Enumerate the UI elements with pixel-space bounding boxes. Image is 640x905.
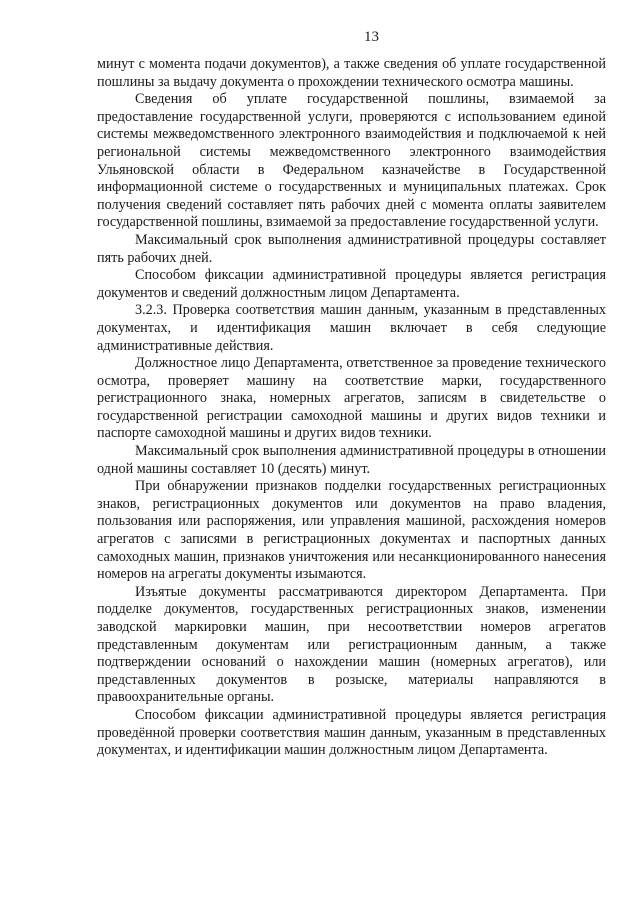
paragraph: 3.2.3. Проверка соответствия машин данным, указанным в представленных документах, и идентификация машин включает в себя следующие административные действия. bbox=[97, 302, 606, 354]
page-number: 13 bbox=[364, 29, 379, 45]
paragraph: При обнаружении признаков подделки государственных регистрационных знаков, регистрационных документов или документов на право владения, пользования или распоряжения, или управления машиной, расхождения номеров агрегатов с записями в регистрационных документах и паспортных данных самоходных машин, признаков уничтожения или несанкционированного нанесения номеров на агрегаты документы изымаются. bbox=[97, 478, 606, 583]
paragraph: минут с момента подачи документов), а также сведения об уплате государственной пошлины за выдачу документа о прохождении технического осмотра машины. bbox=[97, 56, 606, 90]
paragraph: Максимальный срок выполнения административной процедуры составляет пять рабочих дней. bbox=[97, 231, 606, 266]
document-body bbox=[97, 56, 606, 760]
paragraph: Должностное лицо Департамента, ответственное за проведение технического осмотра, проверяет машину на соответствие марки, государственного регистрационного знака, номерных агрегатов, записям в свидетельстве о государственной регистрации самоходной машины и других видов техники и паспорте самоходной машины и других видов техники. bbox=[97, 355, 606, 442]
paragraph: Максимальный срок выполнения административной процедуры в отношении одной машины составляет 10 (десять) минут. bbox=[97, 443, 606, 477]
paragraph: Способом фиксации административной процедуры является регистрация документов и сведений должностным лицом Департамента. bbox=[97, 267, 606, 301]
paragraph: Изъятые документы рассматриваются директором Департамента. При подделке документов, государственных регистрационных знаков, изменении заводской маркировки машин, при несоответствии номеров агрегатов представленным документам или регистрационным данным, а также подтверждении оснований о нахождении машин (номерных агрегатов), или представленных документов в розыске, материалы направляются в правоохранительные органы. bbox=[97, 583, 606, 706]
paragraph: Сведения об уплате государственной пошлины, взимаемой за предоставление государственной услуги, проверяются с использованием единой системы межведомственного электронного взаимодействия и подключаемой к ней региональной системы межведомственного электронного взаимодействия Ульяновской области в Федеральном казначействе в Государственной информационной системе о государственных и муниципальных платежах. Срок получения сведений составляет пять рабочих дней с момента оплаты заявителем государственной пошлины, взимаемой за предоставление государственной услуги. bbox=[97, 91, 606, 231]
paragraph: Способом фиксации административной процедуры является регистрация проведённой проверки соответствия машин данным, указанным в представленных документах, и идентификации машин должностным лицом Департамента. bbox=[97, 706, 606, 759]
